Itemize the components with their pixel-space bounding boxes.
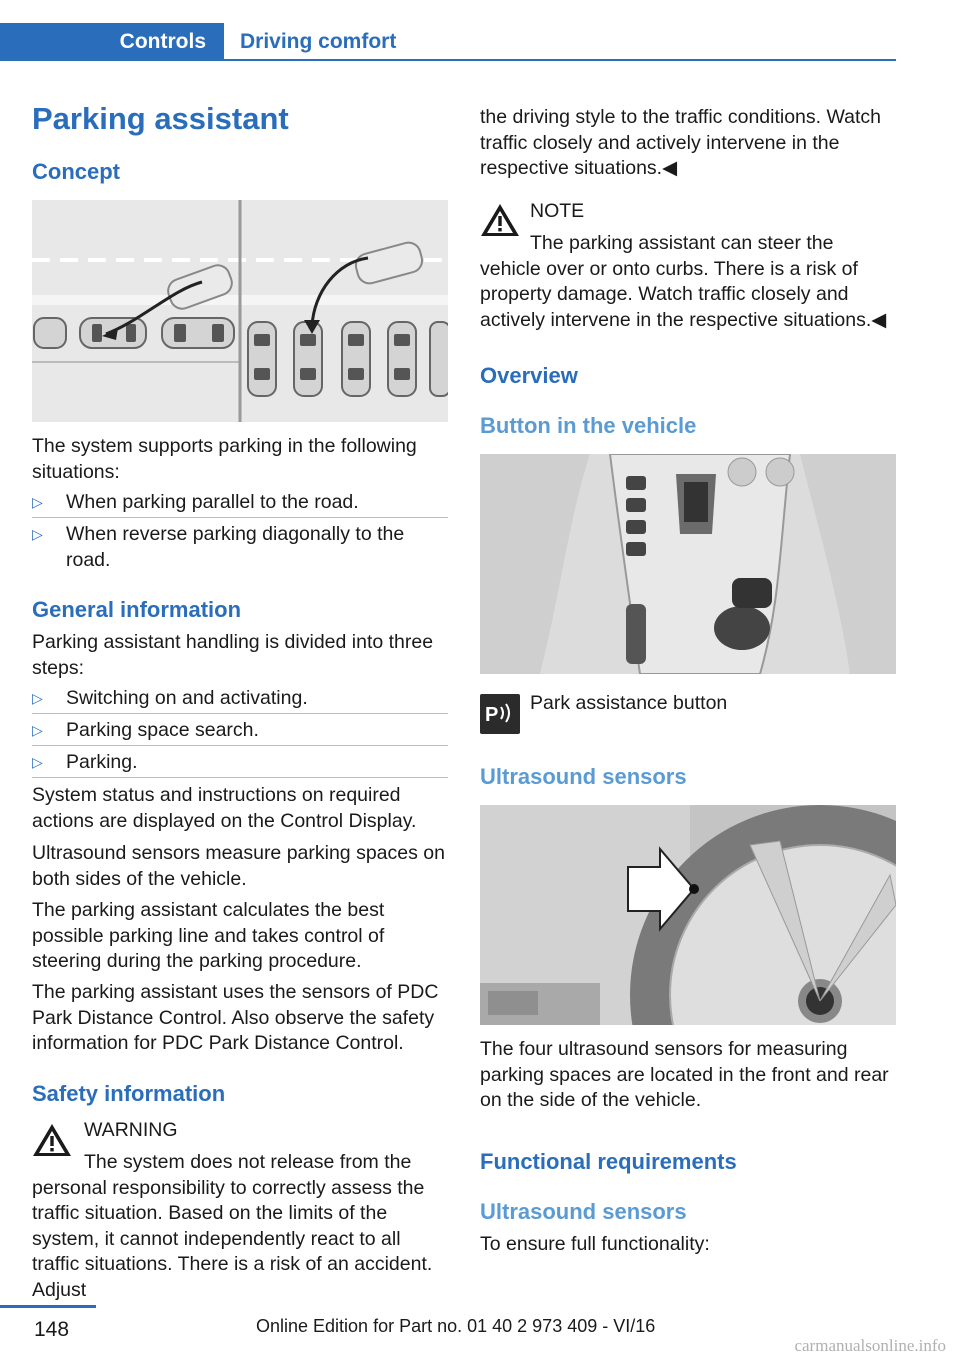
button-heading: Button in the vehicle xyxy=(480,413,697,438)
divider xyxy=(32,713,448,714)
bullet-marker-icon: ▷ xyxy=(32,494,43,510)
list-item: ▷ When reverse parking diagonally to the road. xyxy=(32,523,405,571)
func-heading: Functional requirements xyxy=(480,1149,737,1174)
divider xyxy=(32,517,448,518)
bullet-marker-icon: ▷ xyxy=(32,754,43,770)
general-p1: System status and instructions on required actions are displayed on the Control Display. xyxy=(32,784,417,832)
general-p2: Ultrasound sensors measure parking spaces on both sides of the vehicle. xyxy=(32,842,445,890)
general-heading: General information xyxy=(32,597,242,622)
divider xyxy=(32,745,448,746)
concept-heading: Concept xyxy=(32,159,120,184)
watermark: carmanualsonline.info xyxy=(794,1336,946,1355)
general-intro: Parking assistant handling is divided into three steps: xyxy=(32,631,434,679)
page-header xyxy=(0,0,896,62)
bullet-marker-icon: ▷ xyxy=(32,722,43,738)
header-rule xyxy=(224,59,896,61)
console-illustration xyxy=(480,454,896,674)
list-item: ▷ Parking. xyxy=(32,750,448,776)
page-title: Parking assistant xyxy=(32,101,289,136)
console-figure xyxy=(480,454,896,674)
sensor-illustration xyxy=(480,805,896,1025)
note-label: NOTE xyxy=(530,200,585,222)
func-subheading: Ultrasound sensors xyxy=(480,1199,687,1224)
list-item: ▷ When parking parallel to the road. xyxy=(32,490,448,516)
general-p3: The parking assistant calculates the best possible parking line and takes control of steering during the parking procedure. xyxy=(32,899,385,972)
parking-concept-figure xyxy=(32,200,448,422)
warning-text: The system does not release from the personal responsibility to correctly assess the traffic situation. Based on the limits of the system, it cannot independently react to all traffic situations. There is a risk of an accident. Adjust xyxy=(32,1151,433,1301)
bullet-marker-icon: ▷ xyxy=(32,526,43,542)
concept-text: The system supports parking in the following situations: xyxy=(32,435,417,483)
general-p4: The parking assistant uses the sensors of PDC Park Distance Control. Also observe the safety information for PDC Park Distance Control. xyxy=(32,981,439,1054)
sensor-figure xyxy=(480,805,896,1025)
overview-heading: Overview xyxy=(480,363,578,388)
list-item: ▷ Switching on and activating. xyxy=(32,686,448,712)
parking-diagram xyxy=(32,200,448,422)
warning-continuation: the driving style to the traffic conditions. Watch traffic closely and actively intervene in the respective situations.◀ xyxy=(480,106,882,179)
edition-note: Online Edition for Part no. 01 40 2 973 409 - VI/16 xyxy=(256,1316,656,1336)
page-number: 148 xyxy=(34,1318,70,1341)
sensors-text: The four ultrasound sensors for measuring parking spaces are located in the front and rear on the side of the vehicle. xyxy=(480,1038,889,1111)
list-item: ▷ Parking space search. xyxy=(32,718,448,744)
sensors-heading: Ultrasound sensors xyxy=(480,764,687,789)
svg-text:P: P xyxy=(485,704,499,726)
bullet-marker-icon: ▷ xyxy=(32,690,43,706)
tab-controls[interactable]: Controls xyxy=(0,23,224,61)
divider xyxy=(32,777,448,778)
safety-heading: Safety information xyxy=(32,1081,226,1106)
tab-driving-comfort[interactable]: Driving comfort xyxy=(240,30,397,53)
button-caption: Park assistance button xyxy=(530,692,728,714)
footer-rule xyxy=(0,1305,96,1308)
park-assist-icon xyxy=(480,694,520,734)
warning-label: WARNING xyxy=(84,1119,178,1141)
func-text: To ensure full functionality: xyxy=(480,1233,710,1255)
note-text: The parking assistant can steer the vehicle over or onto curbs. There is a risk of property damage. Watch traffic closely and actively intervene in the respective situations.◀ xyxy=(480,232,887,331)
